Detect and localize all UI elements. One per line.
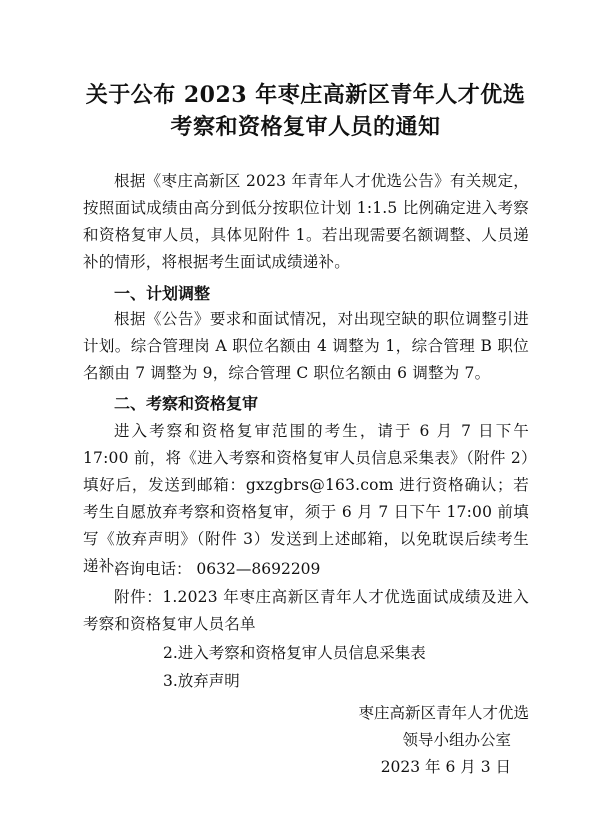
attachment-2: 2.进入考察和资格复审人员信息采集表 (163, 644, 426, 662)
section-2-body: 进入考察和资格复审范围的考生，请于 6 月 7 日下午 17:00 前，将《进入考察和资格复审人员信息采集表》（附件 2）填好后，发送到邮箱：gxzgbrs@163.com 进行资格确认；若考生自愿放弃考察和资格复审，须于 6 月 7 日下午 17:00 前填写《放弃声明》（附件 3）发送到上述邮箱，以免耽误后续考生递补。 (83, 422, 529, 575)
section-1-heading: 一、计划调整 (114, 284, 211, 303)
section-1-body: 根据《公告》要求和面试情况，对出现空缺的职位调整引进计划。综合管理岗 A 职位名额由 4 调整为 1，综合管理 B 职位名额由 7 调整为 9，综合管理 C 职位名额由 6 调整为 7。 (83, 310, 529, 382)
contact-phone: 咨询电话： 0632—8692209 (114, 560, 321, 578)
attachment-3: 3.放弃声明 (163, 672, 240, 690)
title-line-2: 考察和资格复审人员的通知 (170, 114, 441, 140)
signature-org-line-2: 领导小组办公室 (402, 731, 511, 749)
intro-paragraph: 根据《枣庄高新区 2023 年青年人才优选公告》有关规定，按照面试成绩由高分到低分按职位计划 1:1.5 比例确定进入考察和资格复审人员，具体见附件 1。若出现需要名额调整、人员递补的情形，将根据考生面试成绩递补。 (83, 172, 529, 271)
attachment-1: 附件：1.2023 年枣庄高新区青年人才优选面试成绩及进入考察和资格复审人员名单 (83, 588, 529, 633)
signature-org-line-1: 枣庄高新区青年人才优选 (358, 704, 529, 722)
signature-date: 2023 年 6 月 3 日 (380, 758, 511, 776)
title-line-1: 关于公布 2023 年枣庄高新区青年人才优选 (85, 82, 526, 108)
section-2-heading: 二、考察和资格复审 (114, 394, 259, 413)
